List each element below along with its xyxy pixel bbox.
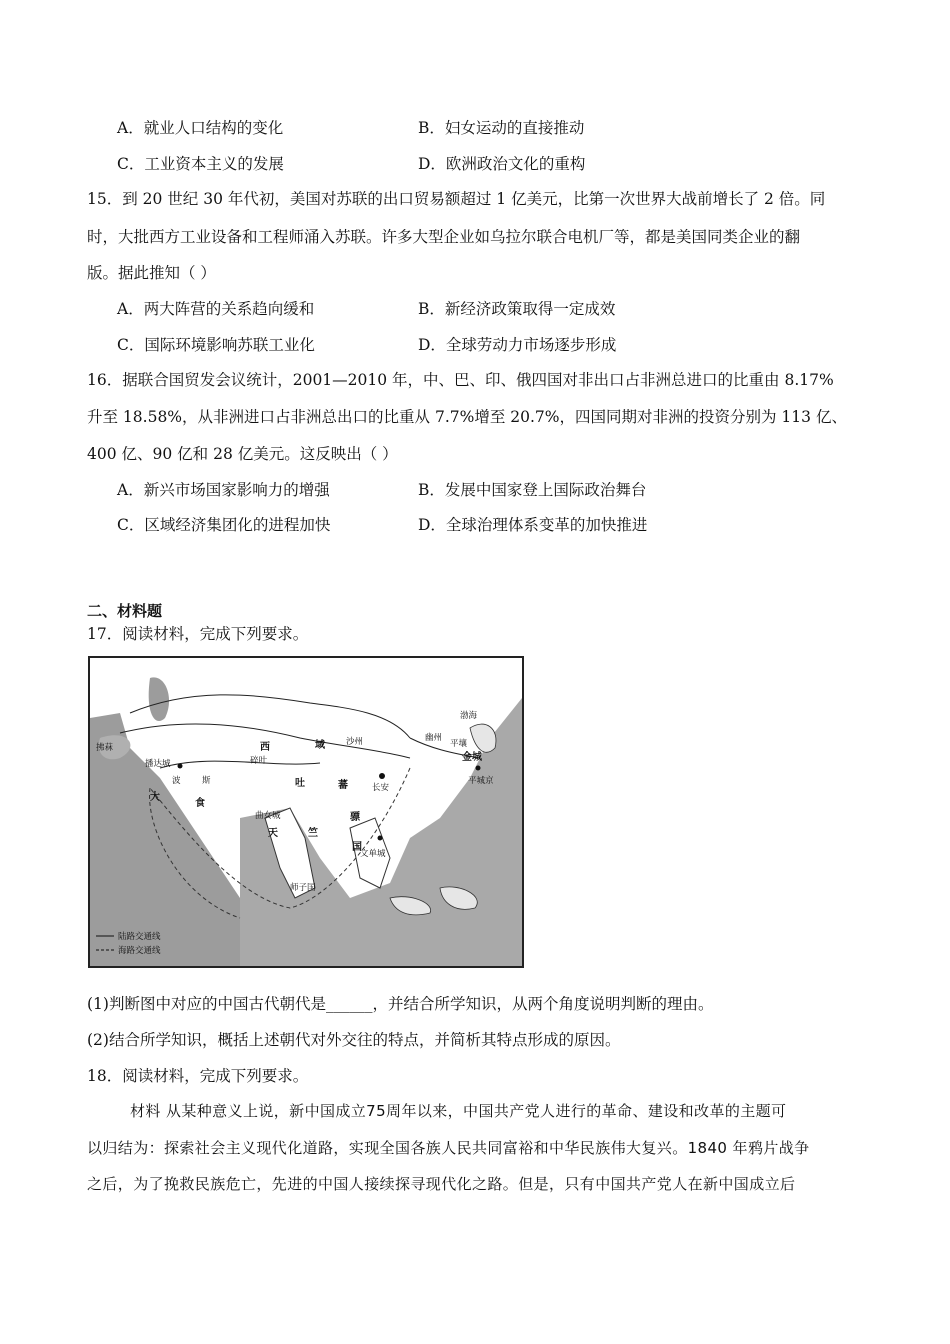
q15-option-c: C．国际环境影响苏联工业化 [117, 336, 315, 354]
q15-option-d: D．全球劳动力市场逐步形成 [418, 336, 617, 354]
q17-subquestion-2: (2)结合所学知识，概括上述朝代对外交往的特点，并简析其特点形成的原因。 [87, 1031, 621, 1049]
map-label-dashi-shi: 食 [195, 798, 205, 809]
map-label-bosi-bo: 波 [172, 776, 181, 786]
q18-stem: 18．阅读材料，完成下列要求。 [87, 1067, 309, 1085]
q17-subquestion-1: (1)判断图中对应的中国古代朝代是______，并结合所学知识，从两个角度说明判断的理由。 [87, 995, 714, 1013]
q17-stem: 17．阅读材料，完成下列要求。 [87, 625, 309, 643]
q14-option-d: D．欧洲政治文化的重构 [418, 155, 586, 173]
map-label-tubo-tu: 吐 [295, 778, 305, 789]
map-label-misc-left: 拂菻 [96, 743, 114, 753]
map-label-pingchengjing: 平城京 [468, 776, 494, 786]
map-label-xiyu-xi: 西 [260, 742, 270, 753]
q15-option-a: A．两大阵营的关系趋向缓和 [117, 300, 315, 318]
q16-option-d: D．全球治理体系变革的加快推进 [418, 516, 648, 534]
q14-option-c: C．工业资本主义的发展 [117, 155, 284, 173]
map-label-shazhou: 沙州 [346, 737, 364, 747]
map-label-qunucheng: 曲女城 [255, 811, 281, 821]
map-label-bosi-si: 斯 [202, 776, 211, 786]
map-city-wendan [378, 836, 383, 841]
q15-stem-line2: 时，大批西方工业设备和工程师涌入苏联。许多大型企业如乌拉尔联合电机厂等，都是美国同类企业的翻 [87, 228, 801, 246]
map-label-tianzhu-tian: 天 [268, 828, 278, 839]
map-label-suiye: 碎叶 [250, 756, 268, 766]
map-label-baghdad: 播达城 [145, 759, 171, 769]
map-label-tubo-fan: 蕃 [338, 780, 348, 791]
map-label-shiziguo: 师子国 [290, 883, 316, 893]
q18-material-line3: 之后，为了挽救民族危亡，先进的中国人接续探寻现代化之路。但是，只有中国共产党人在新中国成立后 [87, 1175, 796, 1193]
map-label-jincheng: 金城 [462, 752, 482, 763]
q14-option-b: B．妇女运动的直接推动 [418, 119, 585, 137]
legend-sea-label: 海路交通线 [118, 946, 161, 956]
q16-stem-line2: 升至 18.58%，从非洲进口占非洲总出口的比重从 7.7%增至 20.7%，四国同期对非洲的投资分别为 113 亿、 [87, 408, 847, 426]
map-label-bohai: 渤海 [460, 711, 478, 721]
map-label-xiyu-yu: 域 [315, 740, 325, 751]
q18-material-line1: 材料 从某种意义上说，新中国成立75周年以来，中国共产党人进行的革命、建设和改革的主题可 [130, 1102, 787, 1120]
map-label-wendan: 文单城 [360, 849, 386, 859]
map-label-youzhou: 幽州 [425, 733, 443, 743]
section-title: 二、材料题 [87, 602, 163, 620]
map-city-pingchengjing [476, 766, 481, 771]
q14-option-a: A．就业人口结构的变化 [117, 119, 284, 137]
tang-dynasty-map [88, 656, 524, 968]
map-label-dashi-da: 大 [150, 792, 160, 803]
q15-option-b: B．新经济政策取得一定成效 [418, 300, 616, 318]
map-label-guo: 国 [352, 842, 362, 853]
q16-option-b: B．发展中国家登上国际政治舞台 [418, 481, 647, 499]
map-city-changan [379, 773, 385, 779]
q15-stem-line1: 15．到 20 世纪 30 年代初，美国对苏联的出口贸易额超过 1 亿美元，比第一次世界大战前增长了 2 倍。同 [87, 190, 826, 208]
q18-material-line2: 以归结为：探索社会主义现代化道路，实现全国各族人民共同富裕和中华民族伟大复兴。1840 年鸦片战争 [87, 1139, 810, 1157]
map-label-changan: 长安 [372, 783, 390, 793]
q16-option-c: C．区域经济集团化的进程加快 [117, 516, 331, 534]
q15-stem-line3: 版。据此推知（ ） [87, 264, 216, 282]
q16-option-a: A．新兴市场国家影响力的增强 [117, 481, 330, 499]
q16-stem-line3: 400 亿、90 亿和 28 亿美元。这反映出（ ） [87, 445, 398, 463]
map-label-tianzhu-zhu: 竺 [308, 828, 318, 839]
map-city-baghdad [178, 764, 183, 769]
map-label-piao: 骠 [350, 812, 360, 823]
legend-land-label: 陆路交通线 [118, 932, 161, 942]
map-label-pingrang: 平壤 [450, 739, 468, 749]
q16-stem-line1: 16．据联合国贸发会议统计，2001—2010 年，中、巴、印、俄四国对非出口占非洲总进口的比重由 8.17% [87, 371, 834, 389]
